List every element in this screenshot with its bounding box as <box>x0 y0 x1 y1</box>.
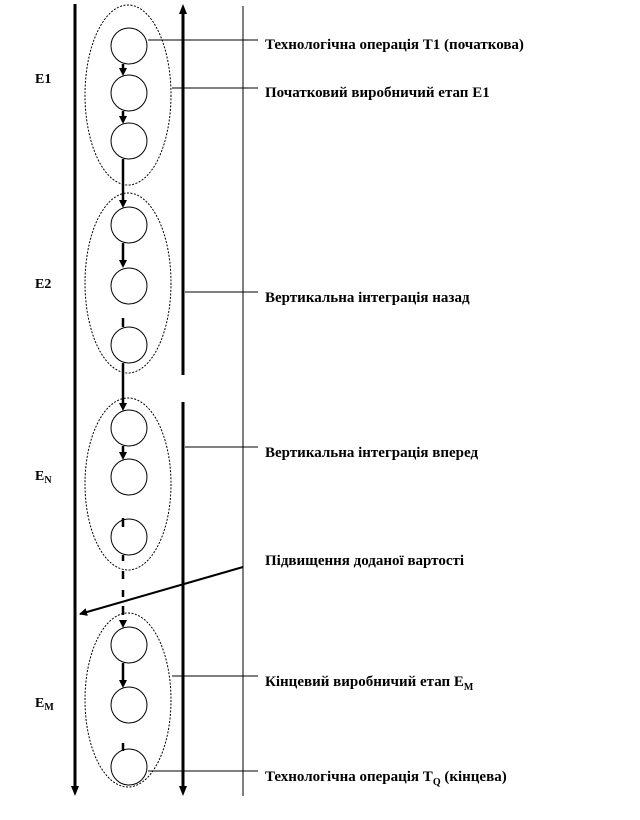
right-axis-bottom-arrow <box>179 786 187 796</box>
label-initial-operation: Технологічна операція Т1 (початкова) <box>265 37 524 53</box>
label-value-added: Підвищення доданої вартості <box>265 553 465 569</box>
stage-label-em: $E_M$ <box>35 696 54 713</box>
label-backward-integration: Вертикальна інтеграція назад <box>265 290 470 306</box>
left-axis-bottom-arrow <box>71 786 79 796</box>
operation-circle <box>111 459 147 495</box>
operation-circle <box>111 627 147 663</box>
stage-label-en: $E_N$ <box>35 469 52 486</box>
stage-label-e2: E2 <box>35 277 52 292</box>
operation-circle <box>111 28 147 64</box>
operation-circle <box>111 410 147 446</box>
value-added-arrow <box>80 567 243 614</box>
operation-circle <box>111 687 147 723</box>
operation-circle <box>111 207 147 243</box>
right-axis-top-arrow <box>179 4 187 14</box>
label-forward-integration: Вертикальна інтеграція вперед <box>265 445 479 461</box>
label-final-operation: Технологічна операція $Т_Q$ (кінцева) <box>265 769 507 788</box>
operation-circle <box>111 123 147 159</box>
operation-circle <box>111 327 147 363</box>
leader-lines <box>148 40 258 771</box>
operation-circle <box>111 75 147 111</box>
operation-circle <box>111 749 147 785</box>
operation-circle <box>111 519 147 555</box>
operation-circle <box>111 268 147 304</box>
label-final-stage: Кінцевий виробничий етап $Е_М$ <box>265 674 474 693</box>
stage-label-e1: E1 <box>35 72 52 87</box>
label-initial-stage: Початковий виробничий етап Е1 <box>265 85 490 101</box>
